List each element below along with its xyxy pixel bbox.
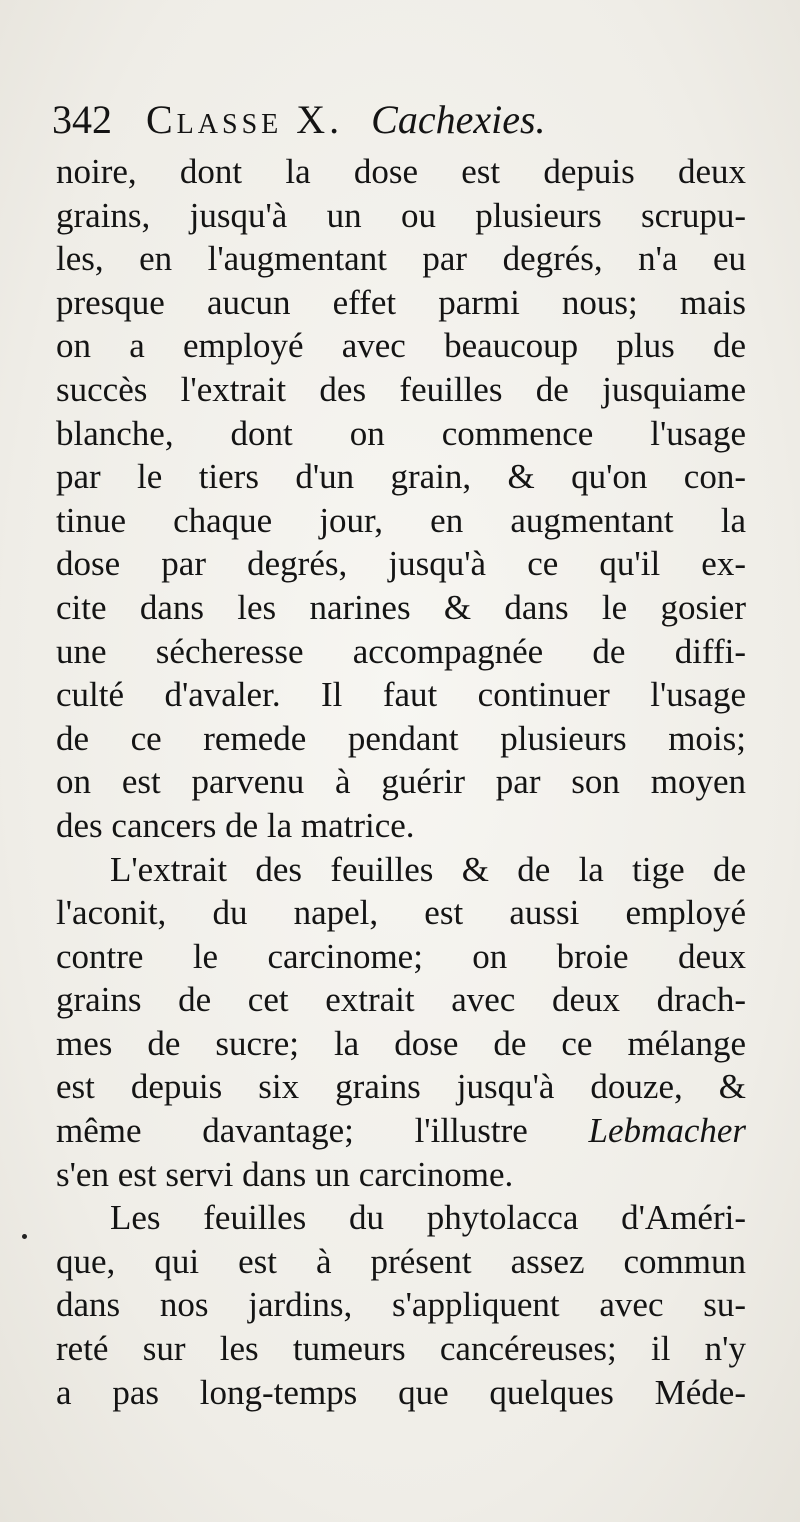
text-line: des cancers de la matrice. — [56, 805, 415, 845]
text-line: presque aucun effet parmi nous; mais — [56, 282, 746, 322]
text-line: a pas long-temps que quelques Méde- — [56, 1372, 746, 1412]
text-line: dose par degrés, jusqu'à ce qu'il ex- — [56, 544, 746, 584]
text-segment: même davantage; l'illustre — [56, 1111, 528, 1151]
text-line: grains de cet extrait avec deux drach- — [56, 980, 746, 1020]
text-line: cite dans les narines & dans le gosier — [56, 587, 746, 627]
text-line: succès l'extrait des feuilles de jusquiame — [56, 369, 746, 409]
running-header — [52, 92, 752, 148]
page-number: 342 — [52, 97, 112, 142]
text-line: on a employé avec beaucoup plus de — [56, 326, 746, 366]
text-line-with-name — [56, 1109, 746, 1153]
text-line: de ce remede pendant plusieurs mois; — [56, 718, 746, 758]
text-line: culté d'avaler. Il faut continuer l'usage — [56, 675, 746, 715]
text-line: dans nos jardins, s'appliquent avec su- — [56, 1285, 746, 1325]
text-line: les, en l'augmentant par degrés, n'a eu — [56, 239, 746, 279]
text-line: tinue chaque jour, en augmentant la — [56, 500, 746, 540]
text-line: l'aconit, du napel, est aussi employé — [56, 893, 746, 933]
italic-person-name: Lebmacher — [588, 1111, 746, 1151]
text-line: reté sur les tumeurs cancéreuses; il n'y — [56, 1329, 746, 1369]
text-line: grains, jusqu'à un ou plusieurs scrupu- — [56, 195, 746, 235]
text-line: une sécheresse accompagnée de diffi- — [56, 631, 746, 671]
class-title: Classe X. — [146, 97, 344, 142]
paragraph-start-line: L'extrait des feuilles & de la tige de — [110, 849, 746, 889]
text-line: que, qui est à présent assez commun — [56, 1241, 746, 1281]
text-line: mes de sucre; la dose de ce mélange — [56, 1023, 746, 1063]
text-line: on est parvenu à guérir par son moyen — [56, 762, 746, 802]
paragraph-start-line: Les feuilles du phytolacca d'Améri- — [110, 1198, 746, 1238]
text-line: blanche, dont on commence l'usage — [56, 413, 746, 453]
text-line: contre le carcinome; on broie deux — [56, 936, 746, 976]
body-text — [56, 150, 746, 1414]
ink-speck — [22, 1234, 27, 1239]
text-line: s'en est servi dans un carcinome. — [56, 1154, 514, 1194]
text-line: par le tiers d'un grain, & qu'on con- — [56, 457, 746, 497]
category-title: Cachexies. — [371, 97, 546, 142]
text-line: noire, dont la dose est depuis deux — [56, 152, 746, 191]
text-line: est depuis six grains jusqu'à douze, & — [56, 1067, 746, 1107]
